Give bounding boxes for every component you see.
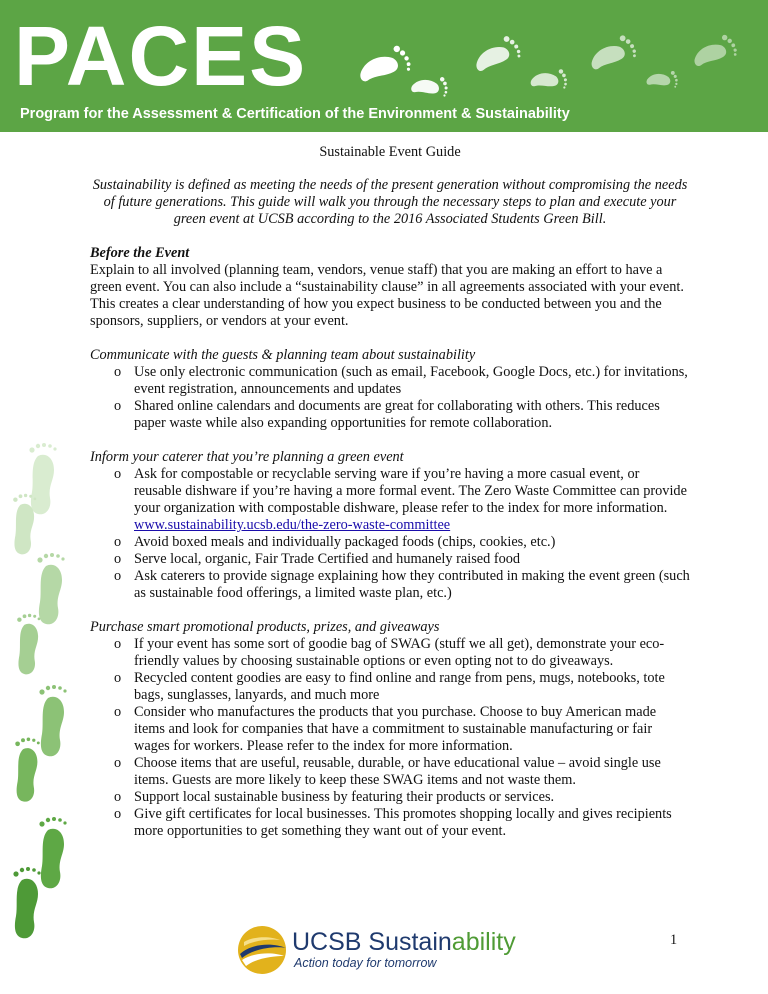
ucsb-sustainability-logo	[236, 924, 516, 976]
list-item-text: If your event has some sort of goodie bag of SWAG (stuff we all get), demonstrate your eco-friendly values by choosing sustainable options or even opting not to do giveaways.	[134, 636, 665, 669]
promotional-list	[90, 636, 690, 840]
list-item-text: Serve local, organic, Fair Trade Certified and humanely raised food	[134, 551, 521, 567]
list-item-text: Give gift certificates for local businesses. This promotes shopping locally and gives recipients more opportunities to get something they want out of your event.	[134, 806, 672, 839]
list-item	[90, 789, 690, 806]
zero-waste-committee-link[interactable]: www.sustainability.ucsb.edu/the-zero-waste-committee	[134, 517, 451, 533]
logo-ability-text: ability	[451, 928, 516, 956]
list-item	[90, 636, 690, 670]
list-item	[90, 755, 690, 789]
communicate-heading: Communicate with the guests & planning team about sustainability	[90, 347, 476, 363]
bullet-icon: o	[114, 551, 122, 567]
bullet-icon: o	[114, 466, 122, 482]
list-item	[90, 568, 690, 602]
list-item	[90, 806, 690, 840]
list-item-text: Choose items that are useful, reusable, durable, or have educational value – avoid single use items. Guests are more likely to keep these SWAG items and not waste them.	[134, 755, 661, 788]
bullet-icon: o	[114, 704, 122, 720]
promotional-heading: Purchase smart promotional products, prizes, and giveaways	[90, 619, 440, 635]
list-item-text: Support local sustainable business by featuring their products or services.	[134, 789, 555, 805]
logo-ucsb-text: UCSB Sustain	[292, 928, 452, 956]
list-item-text: Consider who manufactures the products that you purchase. Choose to buy American made items and look for companies that have a commitment to sustainable manufacturing or fair wages for workers. Please refer to the index for more information.	[134, 704, 657, 754]
list-item-text: Ask for compostable or recyclable serving ware if you’re having a more casual event, or reusable dishware if you’re having a more formal event. The Zero Waste Committee can provide your organization with compostable dishware, please refer to the index for more information.	[134, 466, 687, 516]
list-item	[90, 670, 690, 704]
list-item-text: Ask caterers to provide signage explaining how they contributed in making the event green (such as sustainable food offerings, a limited waste plan, etc.)	[134, 568, 690, 601]
list-item-text: Recycled content goodies are easy to find online and range from pens, mugs, notebooks, tote bags, sunglasses, lanyards, and much more	[134, 670, 665, 703]
bullet-icon: o	[114, 534, 122, 550]
bullet-icon: o	[114, 789, 122, 805]
before-event-heading: Before the Event	[90, 245, 190, 261]
header-banner	[0, 0, 768, 132]
list-item	[90, 534, 690, 551]
document-title: Sustainable Event Guide	[319, 144, 461, 160]
paces-logo-text: PACES	[14, 9, 308, 103]
document-body	[90, 140, 690, 840]
bullet-icon: o	[114, 806, 122, 822]
ucsb-sun-icon	[236, 924, 288, 976]
page-number: 1	[670, 932, 678, 948]
list-item-text: Use only electronic communication (such as email, Facebook, Google Docs, etc.) for invitations, event registration, announcements and updates	[134, 364, 688, 397]
list-item	[90, 398, 690, 432]
bullet-icon: o	[114, 568, 122, 584]
logo-wordmark	[292, 928, 516, 956]
list-item-text: Avoid boxed meals and individually packaged foods (chips, cookies, etc.)	[134, 534, 556, 550]
bullet-icon: o	[114, 636, 122, 652]
list-item	[90, 364, 690, 398]
list-item	[90, 551, 690, 568]
intro-paragraph: Sustainability is defined as meeting the needs of the present generation without compromising the needs of future generations. This guide will walk you through the necessary steps to plan and execute your green event at UCSB according to the 2016 Associated Students Green Bill.	[92, 177, 688, 227]
communicate-list	[90, 364, 690, 432]
caterer-list	[90, 466, 690, 602]
list-item-text: Shared online calendars and documents are great for collaborating with others. This reduces paper waste while also expanding opportunities for remote collaboration.	[134, 398, 660, 431]
list-item	[90, 466, 690, 534]
list-item	[90, 704, 690, 755]
logo-tagline: Action today for tomorrow	[294, 956, 437, 970]
bullet-icon: o	[114, 398, 122, 414]
bullet-icon: o	[114, 755, 122, 771]
paces-subtitle: Program for the Assessment & Certification of the Environment & Sustainability	[20, 106, 570, 122]
bullet-icon: o	[114, 364, 122, 380]
side-footprints-icon	[0, 428, 80, 948]
caterer-heading: Inform your caterer that you’re planning a green event	[90, 449, 404, 465]
bullet-icon: o	[114, 670, 122, 686]
before-event-paragraph: Explain to all involved (planning team, vendors, venue staff) that you are making an effort to have a green event. You can also include a “sustainability clause” in all agreements associated with your event. This creates a clear understanding of how you expect business to be conducted between you and the sponsors, suppliers, or vendors at your event.	[90, 262, 684, 329]
footprints-decoration-icon	[350, 18, 760, 102]
